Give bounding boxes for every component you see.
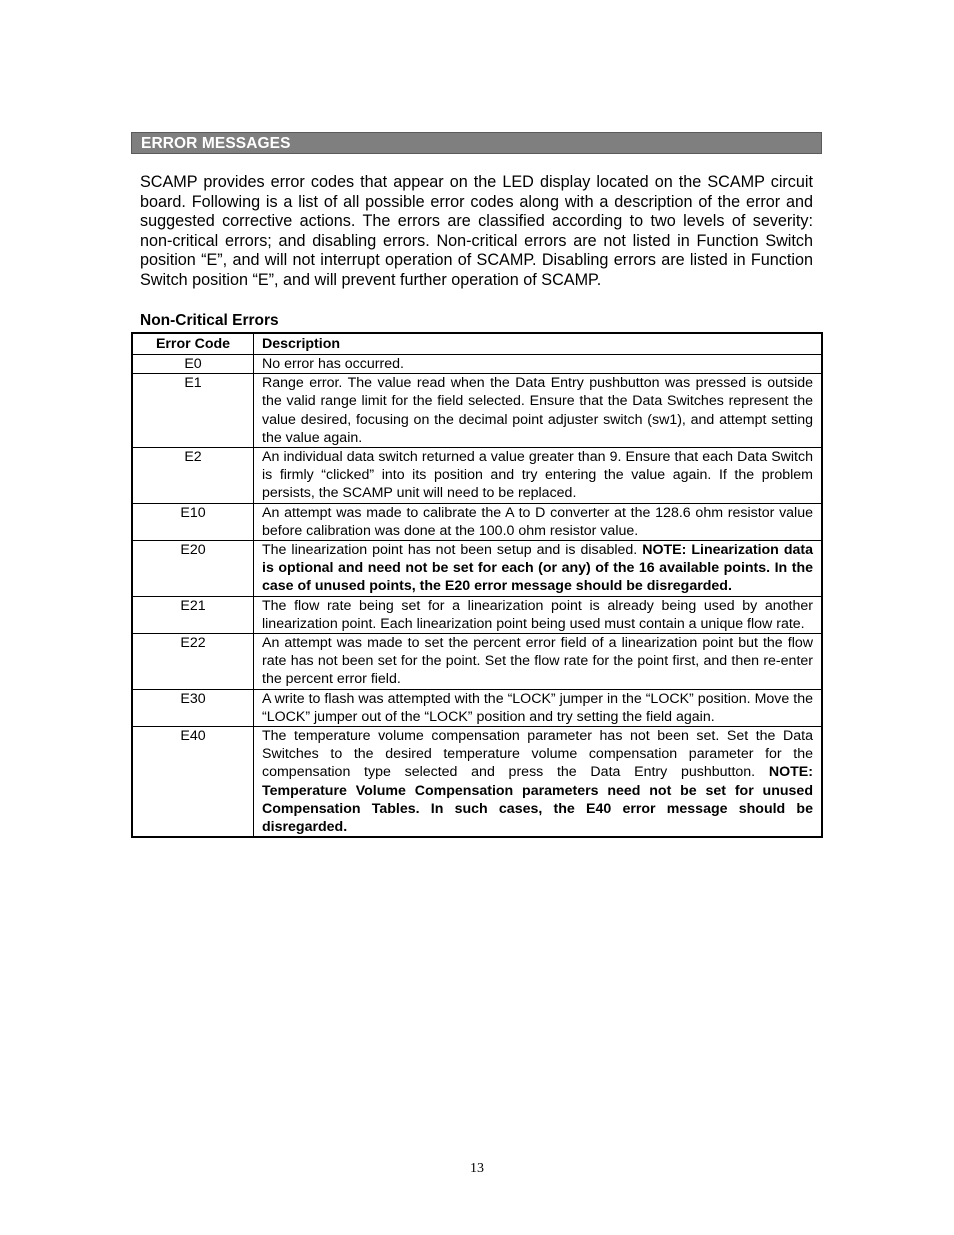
description-text: A write to flash was attempted with the “LOCK” jumper in the “LOCK” position. Move the “LOCK” jumper out of the “LOCK” position and try setting the field again. <box>262 690 813 725</box>
error-code: E10 <box>132 503 254 540</box>
column-header-description: Description <box>254 333 823 355</box>
description-text: An attempt was made to set the percent error field of a linearization point but the flow rate has not been set for the point. Set the flow rate for the point first, and then re-enter the percent error field. <box>262 635 813 688</box>
error-description <box>254 727 823 838</box>
error-description <box>254 541 823 597</box>
table-header-row <box>132 333 822 355</box>
error-description <box>254 448 823 504</box>
error-code: E40 <box>132 727 254 838</box>
description-text: No error has occurred. <box>262 356 404 372</box>
error-code: E21 <box>132 596 254 633</box>
table-row <box>132 634 822 690</box>
error-code: E30 <box>132 689 254 726</box>
column-header-code: Error Code <box>132 333 254 355</box>
error-code: E22 <box>132 634 254 690</box>
description-note: NOTE: Temperature Volume Compensation parameters need not be set for unused Compensation Tables. In such cases, the E40 error message should be disregarded. <box>262 764 813 836</box>
description-text: The linearization point has not been setup and is disabled. <box>262 542 638 559</box>
description-text: Range error. The value read when the Data Entry pushbutton was pressed is outside the valid range limit for the field selected. Ensure that the Data Switches represent the value desired, focusing on the decimal point adjuster switch (sw1), and attempt setting the value again. <box>262 375 813 446</box>
error-description <box>254 689 823 726</box>
description-text: An individual data switch returned a value greater than 9. Ensure that each Data Switch is firmly “clicked” into its position and try entering the value again. If the problem persists, the SCAMP unit will need to be replaced. <box>262 449 813 502</box>
error-description <box>254 355 823 374</box>
table-row <box>132 374 822 448</box>
description-text: The flow rate being set for a linearization point is already being used by another linearization point. Each linearization point being used must contain a unique flow rate. <box>262 597 813 632</box>
table-row <box>132 596 822 633</box>
table-row <box>132 503 822 540</box>
error-description <box>254 634 823 690</box>
section-header-bar <box>131 132 822 154</box>
error-code: E2 <box>132 448 254 504</box>
error-description <box>254 596 823 633</box>
intro-paragraph: SCAMP provides error codes that appear on the LED display located on the SCAMP circuit board. Following is a list of all possible error codes along with a description of the error and suggested corrective actions. The errors are classified according to two levels of severity: non-critical errors; and disabling errors. Non-critical errors are not listed in Function Switch position “E”, and will not interrupt operation of SCAMP. Disabling errors are listed in Function Switch position “E”, and will prevent further operation of SCAMP. <box>140 173 813 289</box>
error-code: E0 <box>132 355 254 374</box>
table-row <box>132 448 822 504</box>
section-title: ERROR MESSAGES <box>141 135 291 152</box>
page-number: 13 <box>470 1161 484 1176</box>
table-row <box>132 727 822 838</box>
error-code: E1 <box>132 374 254 448</box>
table-row <box>132 689 822 726</box>
error-description <box>254 374 823 448</box>
description-note: NOTE: Linearization data is optional and need not be set for each (or any) of the 16 available points. In the case of unused points, the E20 error message should be disregarded. <box>262 542 813 595</box>
error-code: E20 <box>132 541 254 597</box>
error-description <box>254 503 823 540</box>
error-codes-table <box>131 332 823 838</box>
table-row <box>132 541 822 597</box>
table-heading: Non-Critical Errors <box>140 312 279 329</box>
description-text: An attempt was made to calibrate the A to D converter at the 128.6 ohm resistor value before calibration was done at the 100.0 ohm resistor value. <box>262 504 813 539</box>
table-row <box>132 355 822 374</box>
description-text: The temperature volume compensation parameter has not been set. Set the Data Switches to the desired temperature volume compensation parameter for the compensation type selected and press the Data Entry pushbutton. <box>262 728 813 781</box>
